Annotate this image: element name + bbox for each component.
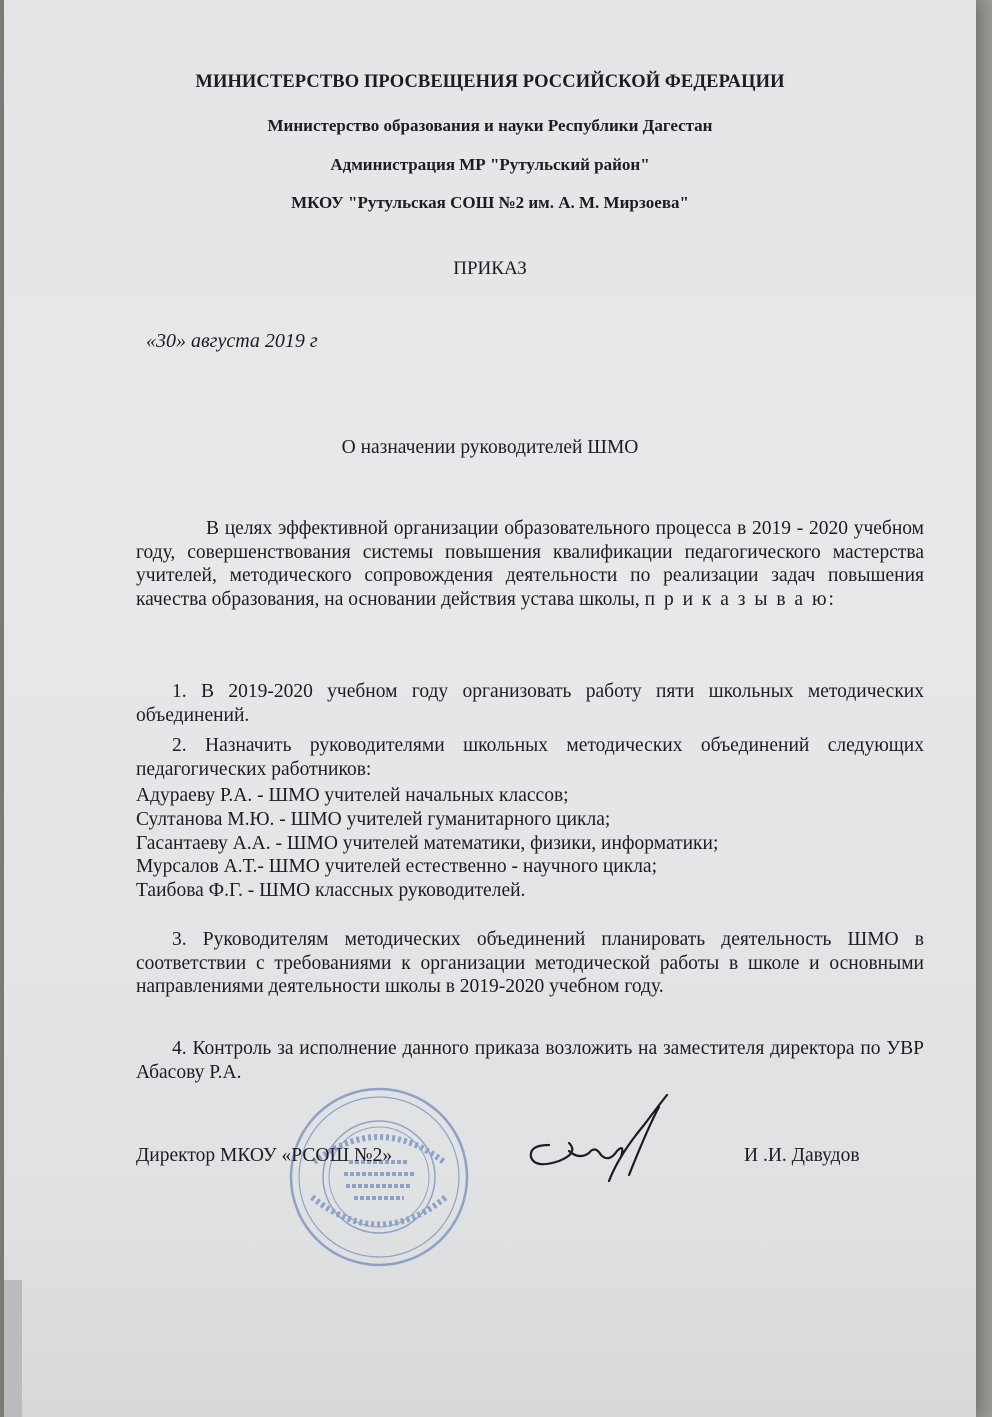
- intro-paragraph: [136, 517, 924, 611]
- paper-edge: [4, 1280, 22, 1417]
- list-item: Таибова Ф.Г. - ШМО классных руководителей.: [136, 880, 526, 902]
- list-item: Мурсалов А.Т.- ШМО учителей естественно - научного цикла;: [136, 856, 658, 878]
- signature-position: Директор МКОУ «РСОШ №2»: [136, 1145, 393, 1166]
- order-item-1: 1. В 2019-2020 учебном году организовать работу пяти школьных методических объединений.: [136, 681, 924, 726]
- list-item: Султанова М.Ю. - ШМО учителей гуманитарного цикла;: [136, 808, 611, 830]
- document-date: «30» августа 2019 г: [146, 330, 318, 352]
- list-item: Адураеву Р.А. - ШМО учителей начальных классов;: [136, 785, 569, 806]
- document-subject: О назначении руководителей ШМО: [341, 437, 639, 458]
- school-stamp: [284, 1082, 474, 1272]
- list-item: Гасантаеву А.А. - ШМО учителей математики, физики, информатики;: [136, 832, 719, 854]
- order-word: п р и к а з ы в а ю:: [644, 588, 836, 610]
- signature-name: И .И. Давудов: [744, 1145, 860, 1166]
- header-administration: Администрация МР "Рутульский район": [330, 155, 650, 174]
- order-item-4: 4. Контроль за исполнение данного приказа возложить на заместителя директора по УВР Абасову Р.А.: [136, 1038, 924, 1083]
- order-item-3: 3. Руководителям методических объединений планировать деятельность ШМО в соответствии с требованиями к организации методической работы в школе и основными направлениями деятельности школы в 2019-2020 учебном году.: [136, 929, 924, 997]
- header-ministry: МИНИСТЕРСТВО ПРОСВЕЩЕНИЯ РОССИЙСКОЙ ФЕДЕРАЦИИ: [195, 72, 785, 92]
- assignment-list: [136, 784, 718, 903]
- header-school: МКОУ "Рутульская СОШ №2 им. А. М. Мирзоева": [291, 193, 689, 212]
- header-regional-ministry: Министерство образования и науки Республики Дагестан: [267, 116, 713, 135]
- order-item-2: 2. Назначить руководителями школьных методических объединений следующих педагогических работников:: [136, 735, 924, 780]
- document-title: ПРИКАЗ: [453, 258, 527, 279]
- intro-text: В целях эффективной организации образовательного процесса в 2019 - 2020 учебном году, совершенствования системы повышения квалификации педагогического мастерства учителей, методического сопровождения деятельности по реализации задач повышения качества образования, на основании действия устава школы,: [136, 518, 924, 610]
- document-sheet: [4, 0, 976, 1417]
- director-signature: [509, 1085, 689, 1195]
